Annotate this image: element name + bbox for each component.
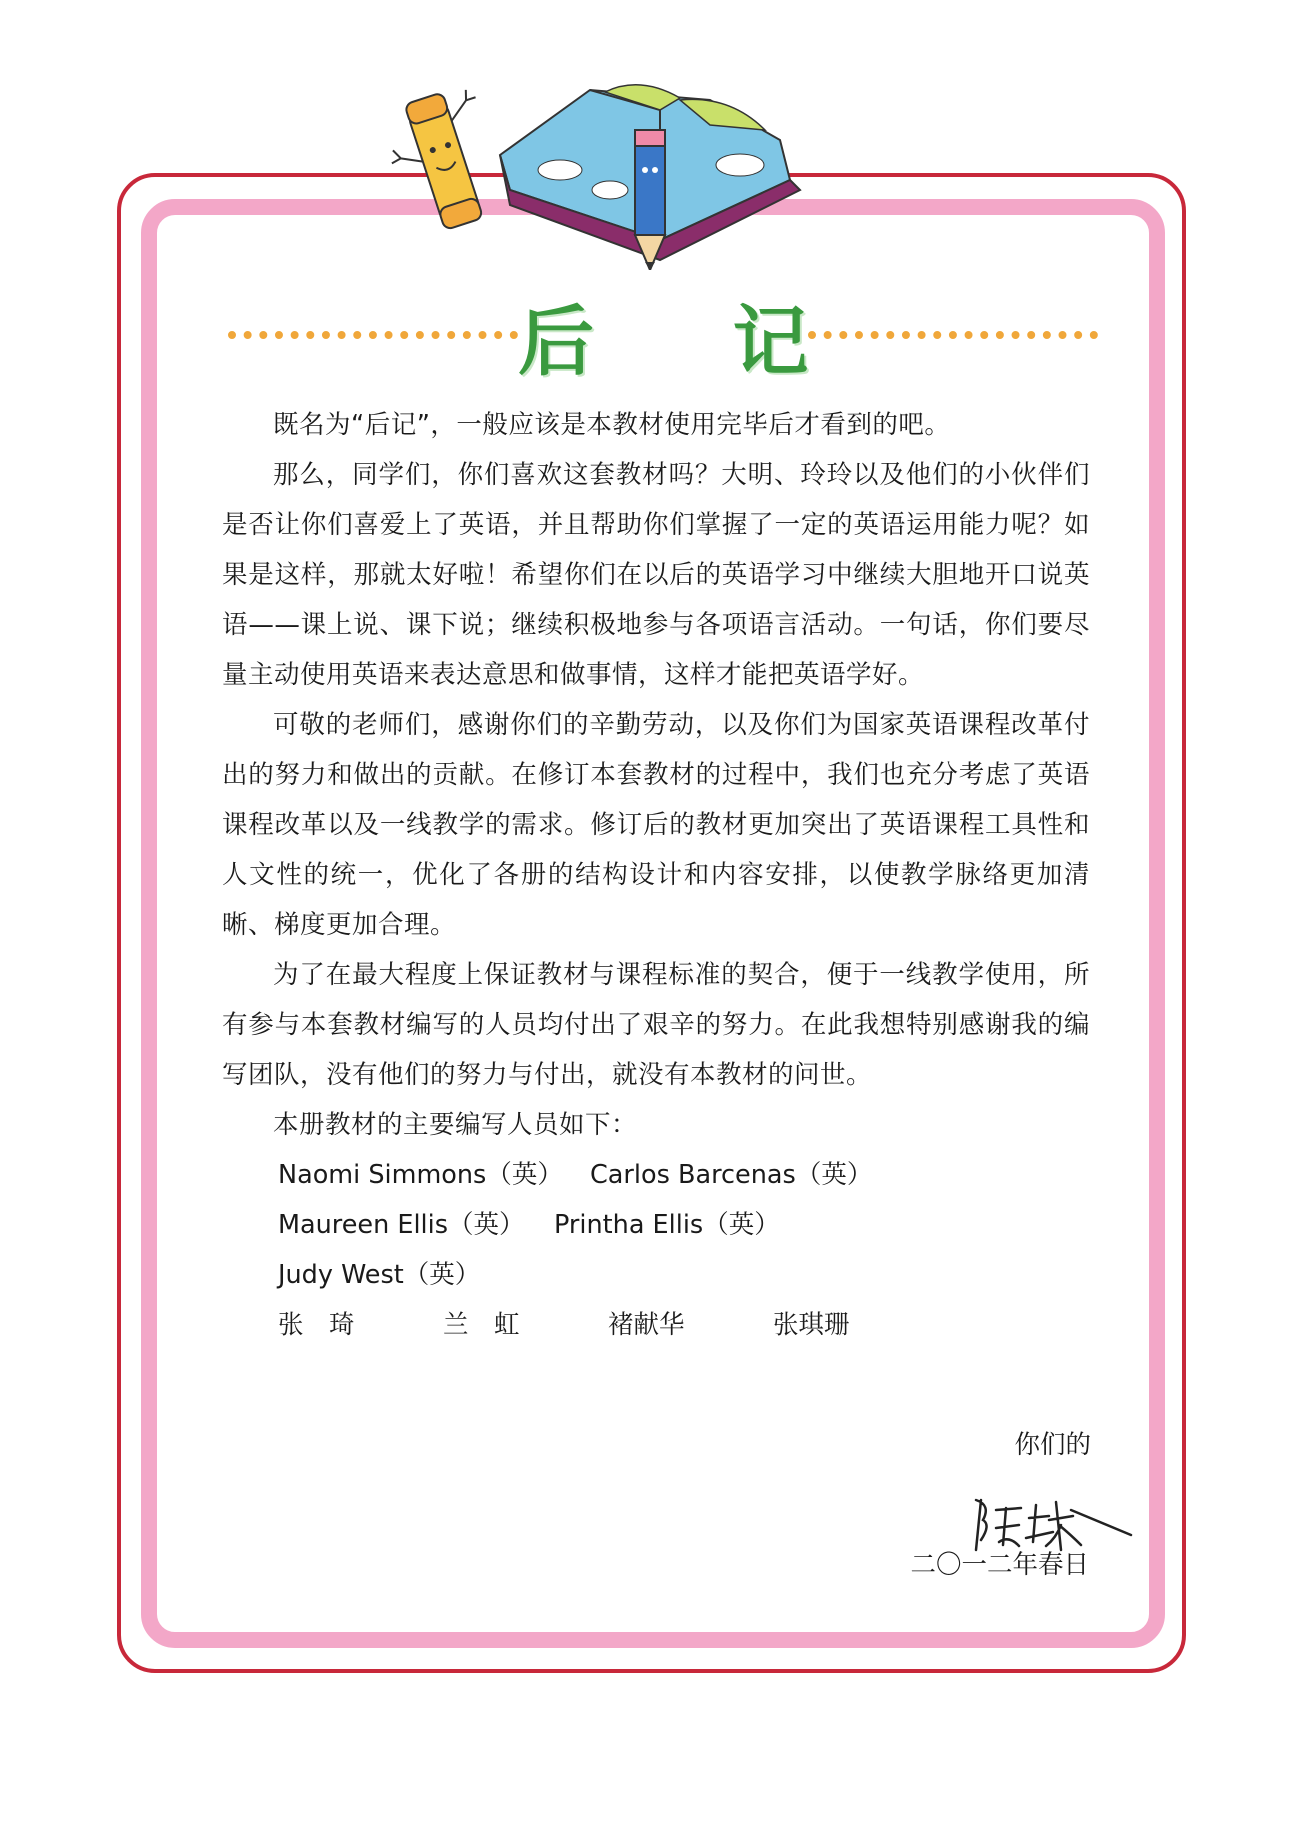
title-dots-right: [808, 331, 1098, 339]
closing: [1014, 1420, 1091, 1470]
author-row: [278, 1250, 1090, 1300]
author-row: [278, 1200, 1090, 1250]
author-name: Printha Ellis（英）: [554, 1210, 780, 1240]
paragraph: 可敬的老师们，感谢你们的辛勤劳动，以及你们为国家英语课程改革付出的努力和做出的贡献。在修订本套教材的过程中，我们也充分考虑了英语课程改革以及一线教学的需求。修订后的教材更加突出了英语课程工具性和人文性的统一，优化了各册的结构设计和内容安排，以使教学脉络更加清晰、梯度更加合理。: [222, 710, 1090, 940]
paragraph: 本册教材的主要编写人员如下：: [273, 1110, 638, 1140]
paragraph: 既名为“后记”，一般应该是本教材使用完毕后才看到的吧。: [273, 410, 951, 440]
book-and-pencils-illustration: [360, 70, 900, 270]
author-name: Naomi Simmons（英）: [278, 1160, 563, 1190]
author-row: [278, 1300, 1090, 1350]
author-name: 兰 虹: [443, 1310, 520, 1340]
paragraph: 为了在最大程度上保证教材与课程标准的契合，便于一线教学使用，所有参与本套教材编写的人员均付出了艰辛的努力。在此我想特别感谢我的编写团队，没有他们的努力与付出，就没有本教材的问世。: [222, 960, 1090, 1090]
afterword-body: [222, 400, 1090, 1350]
author-name: Carlos Barcenas（英）: [590, 1160, 873, 1190]
title-row: [228, 285, 1083, 385]
author-name: Maureen Ellis（英）: [278, 1210, 525, 1240]
author-name: 张 琦: [278, 1310, 355, 1340]
author-name: 褚献华: [608, 1310, 685, 1340]
author-name: 张琪珊: [773, 1310, 850, 1340]
author-list: [278, 1150, 1090, 1350]
closing-line: 你们的: [1014, 1430, 1091, 1460]
title-dots-left: [228, 331, 518, 339]
paragraph: 那么，同学们，你们喜欢这套教材吗？大明、玲玲以及他们的小伙伴们是否让你们喜爱上了英语，并且帮助你们掌握了一定的英语运用能力呢？如果是这样，那就太好啦！希望你们在以后的英语学习中继续大胆地开口说英语——课上说、课下说；继续积极地参与各项语言活动。一句话，你们要尽量主动使用英语来表达意思和做事情，这样才能把英语学好。: [222, 460, 1090, 690]
author-row: [278, 1150, 1090, 1200]
date: 二〇一二年春日: [910, 1550, 1089, 1580]
author-name: Judy West（英）: [278, 1260, 481, 1290]
page-title: 后 记: [518, 296, 865, 386]
